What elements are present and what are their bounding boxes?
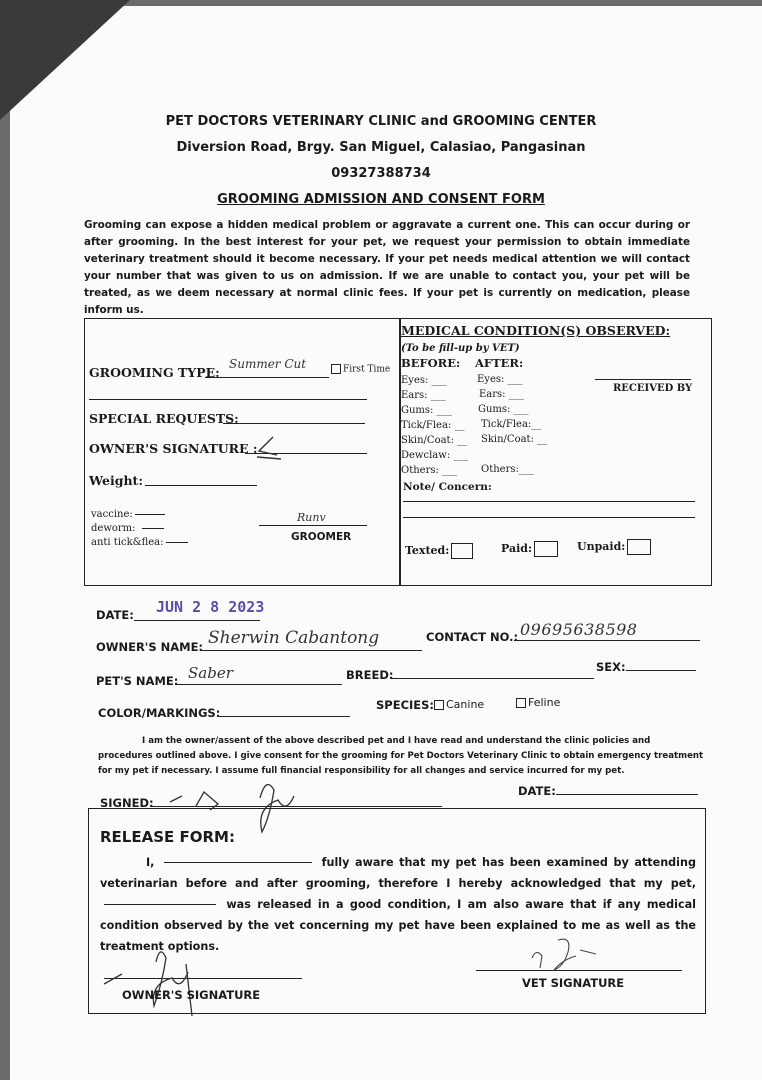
date2-label: DATE: — [518, 784, 556, 798]
release-text-2: fully aware that my pet has been examined by attending veterinarian before and after grooming, therefore I hereby acknowledged that my pet, — [100, 856, 696, 890]
before-dewclaw-text: Dewclaw: — [401, 450, 451, 461]
date-label: DATE: — [96, 608, 134, 622]
owner-name-value[interactable]: Sherwin Cabantong — [208, 628, 380, 648]
canine-label: Canine — [446, 698, 485, 711]
note-line-1[interactable] — [403, 501, 695, 502]
vaccine-text: vaccine: — [91, 509, 133, 520]
contact-label: CONTACT NO.: — [426, 630, 519, 644]
canine-option[interactable] — [434, 698, 484, 711]
before-others-text: Others: — [401, 465, 439, 476]
canine-checkbox[interactable] — [434, 700, 444, 710]
owner-name-label: OWNER'S NAME: — [96, 640, 204, 654]
color-label: COLOR/MARKINGS: — [98, 706, 221, 720]
note-line-2[interactable] — [403, 517, 695, 518]
release-text-1: I, — [146, 856, 155, 869]
after-skin-text: Skin/Coat: — [481, 434, 534, 445]
date-line[interactable] — [134, 620, 260, 621]
after-ears: Ears: ___ — [479, 389, 524, 400]
signed-label: SIGNED: — [100, 796, 154, 810]
medical-subtitle: (To be fill-up by VET) — [401, 343, 520, 354]
contact-line — [514, 640, 700, 641]
owner-release-signature-mark — [100, 944, 210, 1024]
medical-title: MEDICAL CONDITION(S) OBSERVED: — [401, 323, 671, 338]
release-title: RELEASE FORM: — [100, 828, 235, 846]
vaccine-line[interactable] — [135, 514, 165, 515]
anti-tick-text: anti tick&flea: — [91, 537, 164, 548]
intro-paragraph: Grooming can expose a hidden medical problem or aggravate a current one. This can occur during or after grooming. In the best interest for your pet, we request your permission to obtain immediate veterinary treatment should it become necessary. If your pet needs medical attention we will contact your number that was given to us on admission. If we are unable to contact you, your pet will be treated, as we deem necessary at normal clinic fees. If your pet is currently on medication, please inform us. — [84, 219, 690, 316]
after-eyes-text: Eyes: — [477, 374, 505, 385]
clinic-address: Diversion Road, Brgy. San Miguel, Calasiao, Pangasinan — [176, 140, 586, 155]
before-eyes: Eyes: ___ — [401, 375, 447, 386]
clinic-name: PET DOCTORS VETERINARY CLINIC and GROOMING CENTER — [165, 114, 597, 129]
consent-text: I am the owner/assent of the above described pet and I have read and understand the clinic policies and procedures outlined above. I give consent for the grooming for Pet Doctors Veterinary Clinic to obtain emergency treatment for my pet if necessary. I assume full financial responsibility for all changes and service incurred for my pet. — [98, 736, 704, 776]
before-eyes-text: Eyes: — [401, 375, 429, 386]
unpaid-field[interactable] — [577, 539, 651, 555]
owner-sig-label: OWNER'S SIGNATURE — [122, 988, 261, 1002]
note-label: Note/ Concern: — [403, 481, 492, 493]
sex-line[interactable] — [626, 670, 696, 671]
before-tick: Tick/Flea: __ — [401, 420, 465, 431]
release-owner-blank[interactable] — [164, 862, 312, 863]
groomer-value[interactable]: Runv — [297, 511, 326, 524]
paid-field[interactable] — [501, 541, 558, 557]
release-pet-blank[interactable] — [104, 904, 216, 905]
before-gums: Gums: ___ — [401, 405, 452, 416]
before-ears: Ears: ___ — [401, 390, 446, 401]
after-gums-text: Gums: — [478, 404, 511, 415]
after-tick: Tick/Flea:__ — [481, 419, 542, 430]
groomer-line — [259, 525, 367, 526]
paid-checkbox[interactable] — [534, 541, 558, 557]
vet-signature-mark — [524, 934, 614, 980]
owner-name-line — [200, 650, 422, 651]
deworm-line[interactable] — [142, 528, 164, 529]
pet-name-label: PET'S NAME: — [96, 674, 179, 688]
before-gums-text: Gums: — [401, 405, 434, 416]
after-label: AFTER: — [475, 356, 524, 370]
first-time-label: First Time — [343, 364, 391, 375]
feline-option[interactable] — [516, 696, 560, 709]
release-text-3: was released in a good condition, I am also aware that if any medical condition observed by the vet concerning my pet have been explained to me as well as the treatment options. — [100, 898, 696, 953]
before-ears-text: Ears: — [401, 390, 428, 401]
texted-label: Texted: — [405, 544, 450, 557]
grooming-type-value[interactable]: Summer Cut — [229, 357, 307, 371]
feline-checkbox[interactable] — [516, 698, 526, 708]
vet-sig-label: VET SIGNATURE — [522, 976, 625, 990]
form-title: GROOMING ADMISSION AND CONSENT FORM — [217, 192, 545, 207]
after-tick-text: Tick/Flea: — [481, 419, 532, 430]
first-time-checkbox[interactable] — [331, 364, 341, 374]
feline-label: Feline — [528, 696, 561, 709]
owner-signature-mark — [251, 433, 285, 461]
after-eyes: Eyes: ___ — [477, 374, 523, 385]
texted-checkbox[interactable] — [451, 543, 473, 559]
grooming-type-label: GROOMING TYPE: — [89, 365, 220, 380]
page-fold-corner — [0, 0, 130, 120]
breed-line[interactable] — [390, 678, 594, 679]
after-skin: Skin/Coat: __ — [481, 434, 548, 445]
grooming-info-box — [84, 318, 712, 586]
groomer-label: GROOMER — [291, 531, 352, 543]
after-gums: Gums: ___ — [478, 404, 529, 415]
unpaid-label: Unpaid: — [577, 540, 626, 553]
before-dewclaw: Dewclaw: ___ — [401, 450, 469, 461]
weight-line[interactable] — [145, 485, 257, 486]
first-time-option[interactable] — [331, 364, 390, 375]
deworm-label — [91, 523, 164, 534]
weight-label: Weight: — [89, 473, 143, 488]
after-others: Others:___ — [481, 464, 534, 475]
deworm-text: deworm: — [91, 523, 136, 534]
pet-name-line — [176, 684, 342, 685]
paid-label: Paid: — [501, 542, 533, 555]
sex-label: SEX: — [596, 660, 626, 674]
owner-signature-label: OWNER'S SIGNATURE : — [89, 441, 258, 456]
breed-label: BREED: — [346, 668, 394, 682]
before-skin: Skin/Coat: __ — [401, 435, 468, 446]
vaccine-label — [91, 509, 165, 520]
date2-line[interactable] — [556, 794, 698, 795]
after-ears-text: Ears: — [479, 389, 506, 400]
before-skin-text: Skin/Coat: — [401, 435, 454, 446]
anti-tick-line[interactable] — [166, 542, 188, 543]
pet-name-value[interactable]: Saber — [188, 664, 233, 682]
received-by-line[interactable] — [595, 379, 691, 380]
before-others: Others: ___ — [401, 465, 458, 476]
contact-value[interactable]: 09695638598 — [520, 620, 638, 639]
date-stamp: JUN 2 8 2023 — [156, 598, 265, 616]
anti-tick-label — [91, 537, 188, 548]
species-label: SPECIES: — [376, 698, 435, 712]
unpaid-checkbox[interactable] — [627, 539, 651, 555]
color-line[interactable] — [218, 716, 350, 717]
special-requests-label: SPECIAL REQUESTS: — [89, 411, 239, 426]
before-tick-text: Tick/Flea: — [401, 420, 452, 431]
special-requests-line[interactable] — [223, 423, 365, 424]
grooming-type-line — [205, 377, 329, 378]
received-by-label: RECEIVED BY — [613, 383, 693, 394]
before-label: BEFORE: — [401, 356, 461, 370]
after-others-text: Others: — [481, 464, 519, 475]
texted-field[interactable] — [405, 543, 473, 559]
grooming-type-line-2 — [89, 399, 367, 400]
clinic-phone: 09327388734 — [331, 166, 431, 181]
